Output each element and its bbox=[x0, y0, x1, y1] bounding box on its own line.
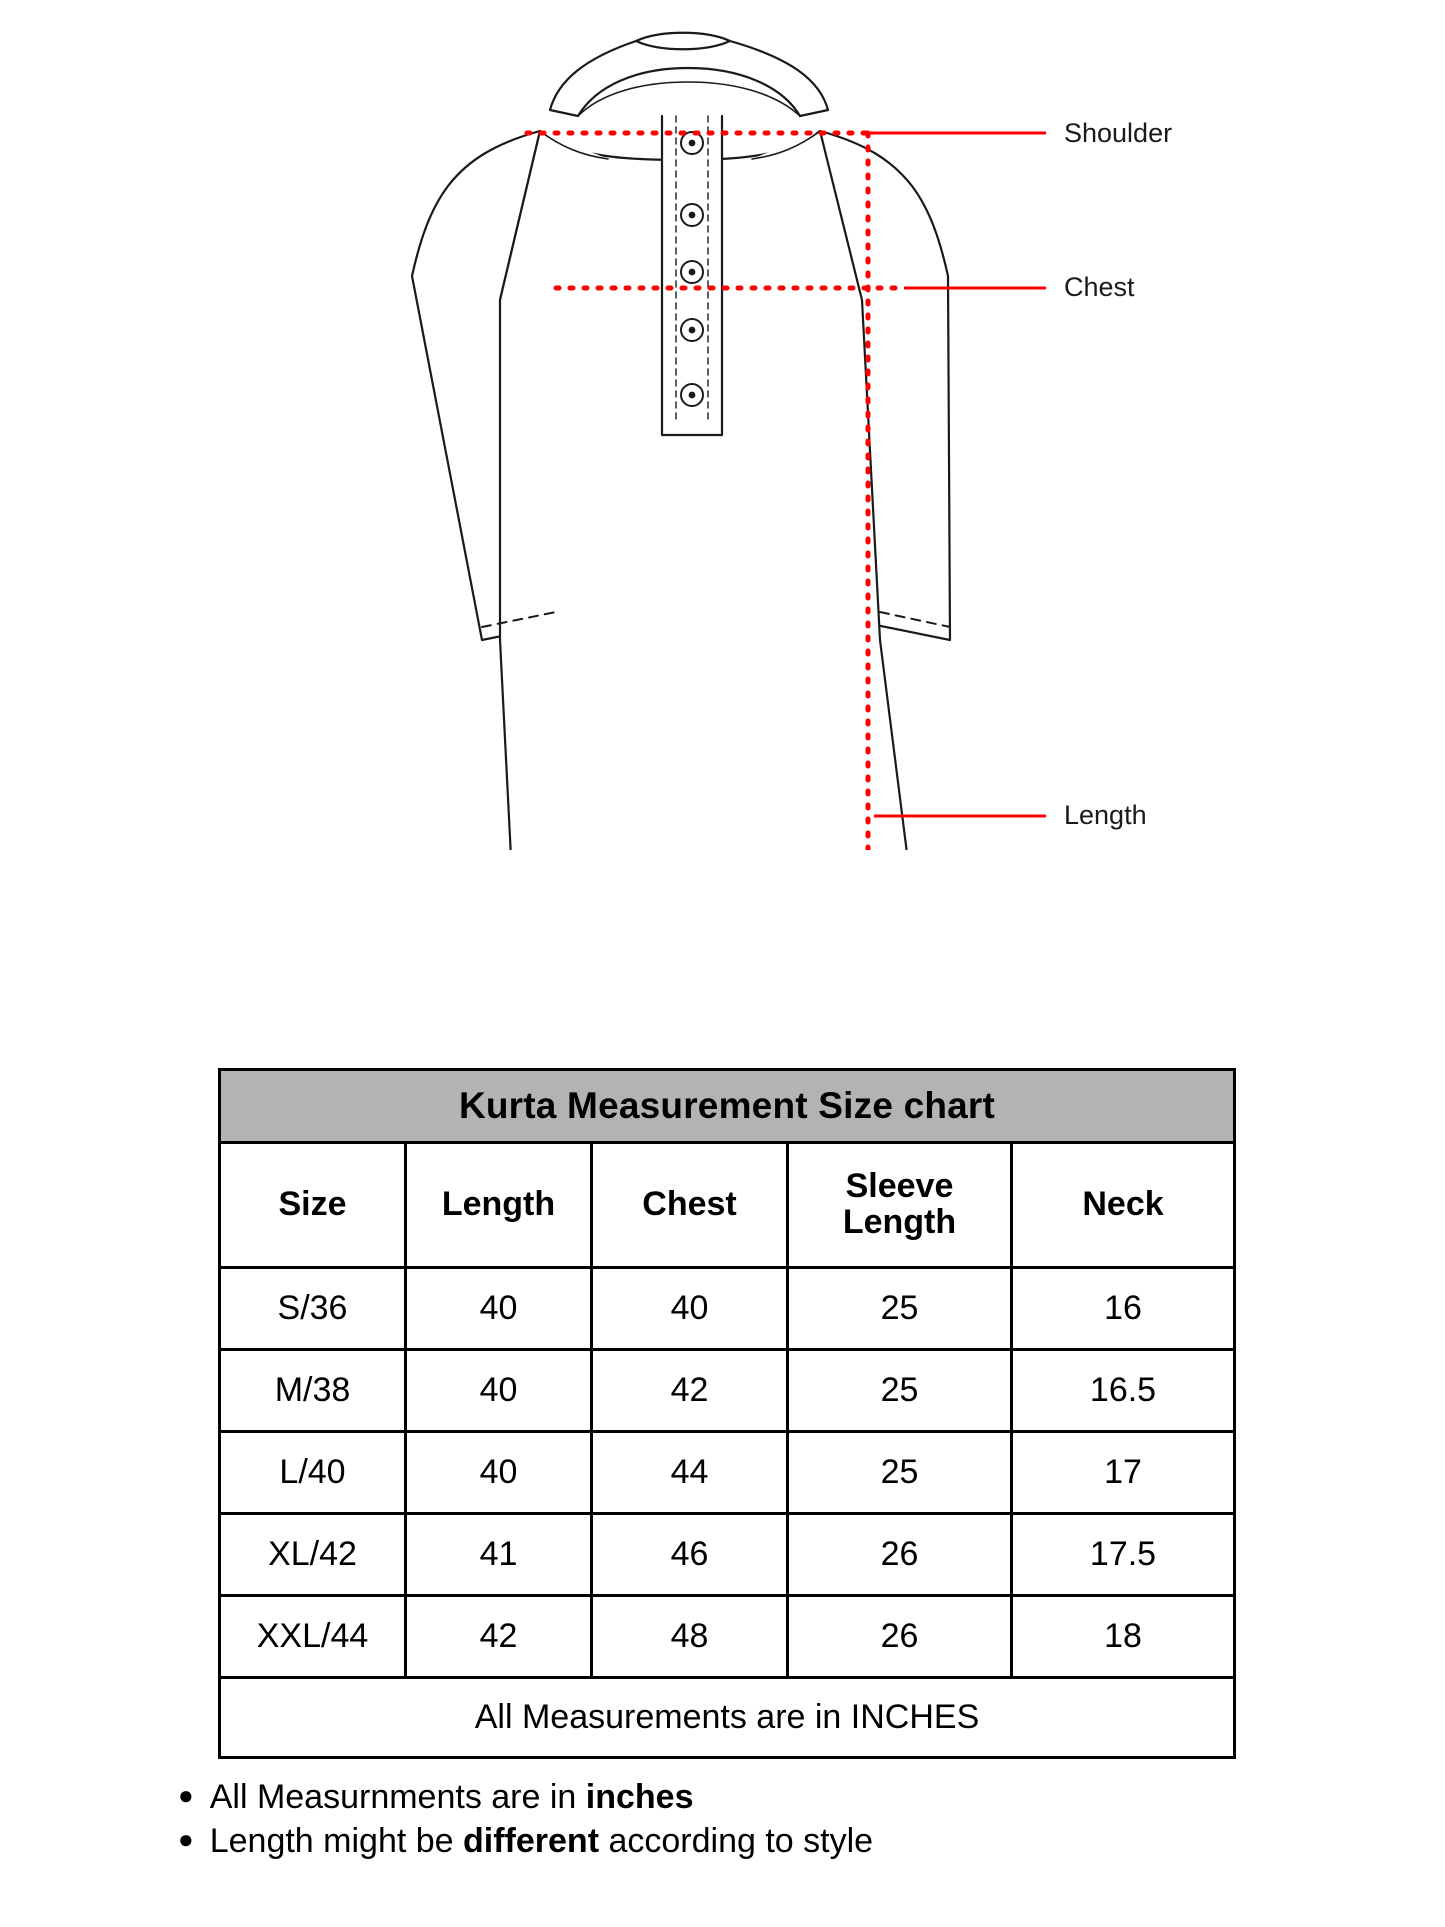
cell-neck: 18 bbox=[1012, 1596, 1235, 1678]
table-row bbox=[220, 1596, 1235, 1678]
note-strong: different bbox=[463, 1821, 600, 1860]
cell-length: 40 bbox=[406, 1432, 592, 1514]
table-title: Kurta Measurement Size chart bbox=[220, 1070, 1235, 1143]
table-row bbox=[220, 1514, 1235, 1596]
cell-sleeve-length: 25 bbox=[788, 1268, 1012, 1350]
cell-sleeve-length: 26 bbox=[788, 1596, 1012, 1678]
cell-chest: 46 bbox=[592, 1514, 788, 1596]
note-text bbox=[210, 1776, 694, 1820]
column-header-sleeve-line2: Length bbox=[842, 1203, 957, 1241]
table-row bbox=[220, 1350, 1235, 1432]
cell-size: XXL/44 bbox=[220, 1596, 406, 1678]
table-row bbox=[220, 1432, 1235, 1514]
cell-neck: 17 bbox=[1012, 1432, 1235, 1514]
table-header-row bbox=[220, 1143, 1235, 1268]
cell-size: S/36 bbox=[220, 1268, 406, 1350]
callout-label-shoulder: Shoulder bbox=[1064, 118, 1173, 148]
cell-sleeve-length: 25 bbox=[788, 1350, 1012, 1432]
column-header-length: Length bbox=[406, 1143, 592, 1268]
note-strong: inches bbox=[585, 1778, 694, 1816]
table-footer-row bbox=[220, 1678, 1235, 1758]
bullet-icon: ● bbox=[178, 1780, 194, 1810]
list-item bbox=[178, 1820, 1378, 1864]
notes-list bbox=[178, 1776, 1378, 1863]
callout-label-chest: Chest bbox=[1064, 272, 1135, 302]
cell-chest: 42 bbox=[592, 1350, 788, 1432]
cell-length: 42 bbox=[406, 1596, 592, 1678]
column-header-neck: Neck bbox=[1012, 1143, 1235, 1268]
size-chart-table-container bbox=[218, 1068, 1233, 1759]
cell-length: 41 bbox=[406, 1514, 592, 1596]
cell-size: M/38 bbox=[220, 1350, 406, 1432]
note-prefix: All Measurnments are in bbox=[209, 1778, 586, 1816]
kurta-line-drawing bbox=[0, 0, 1445, 850]
cell-chest: 48 bbox=[592, 1596, 788, 1678]
cell-size: XL/42 bbox=[220, 1514, 406, 1596]
table-row bbox=[220, 1268, 1235, 1350]
cell-sleeve-length: 26 bbox=[788, 1514, 1012, 1596]
bullet-icon: ● bbox=[178, 1823, 194, 1854]
cell-length: 40 bbox=[406, 1350, 592, 1432]
kurta-diagram bbox=[0, 0, 1445, 850]
table-footer-note: All Measurements are in INCHES bbox=[220, 1678, 1235, 1758]
note-suffix: according to style bbox=[599, 1821, 874, 1860]
cell-neck: 16.5 bbox=[1012, 1350, 1235, 1432]
cell-size: L/40 bbox=[220, 1432, 406, 1514]
cell-chest: 40 bbox=[592, 1268, 788, 1350]
cell-sleeve-length: 25 bbox=[788, 1432, 1012, 1514]
column-header-size: Size bbox=[220, 1143, 406, 1268]
list-item bbox=[178, 1776, 1378, 1820]
callout-label-length: Length bbox=[1064, 800, 1147, 830]
table-title-row bbox=[220, 1070, 1235, 1143]
note-text bbox=[210, 1820, 873, 1864]
cell-neck: 16 bbox=[1012, 1268, 1235, 1350]
note-prefix: Length might be bbox=[209, 1821, 464, 1860]
column-header-chest: Chest bbox=[592, 1143, 788, 1268]
cell-chest: 44 bbox=[592, 1432, 788, 1514]
column-header-sleeve-line1: Sleeve bbox=[845, 1167, 954, 1206]
size-chart-table bbox=[218, 1068, 1236, 1759]
column-header-sleeve-length bbox=[788, 1143, 1012, 1268]
cell-neck: 17.5 bbox=[1012, 1514, 1235, 1596]
cell-length: 40 bbox=[406, 1268, 592, 1350]
